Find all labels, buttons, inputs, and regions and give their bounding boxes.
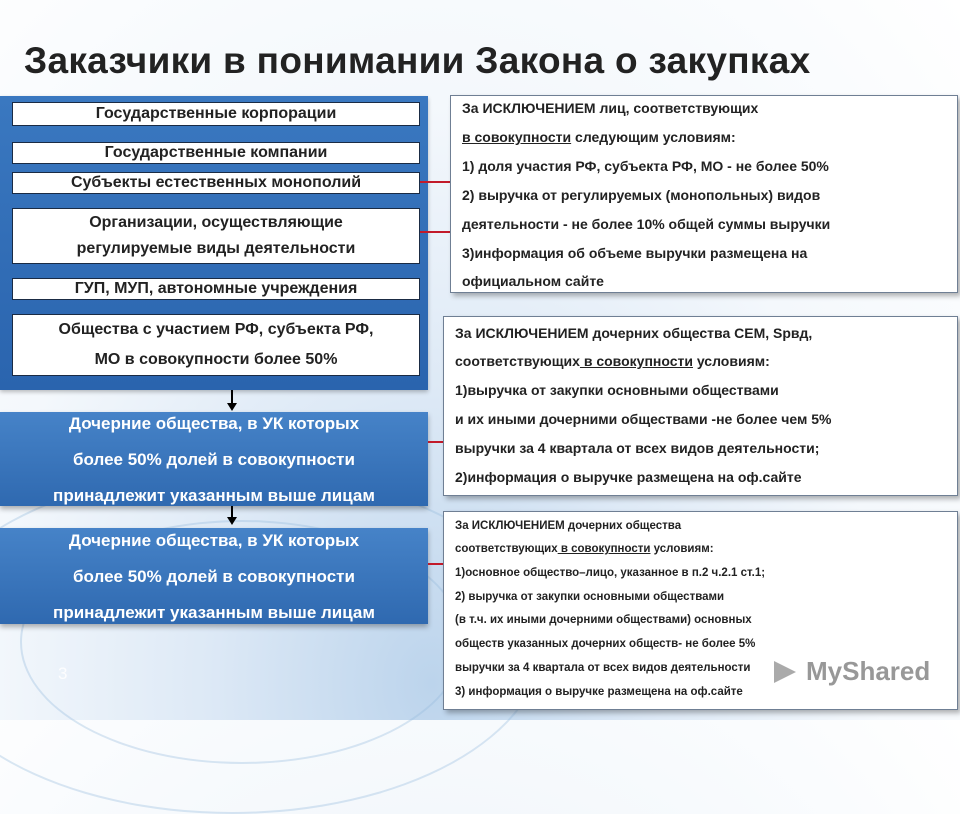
box3-line-5: (в т.ч. их иными дочерними обществами) основных xyxy=(455,614,752,626)
exception-box-1 xyxy=(450,95,958,293)
slide-number: 3 xyxy=(58,664,68,683)
subsidiary-1-line-1: Дочерние общества, в УК которых xyxy=(68,414,360,433)
watermark-text: MyShared xyxy=(806,656,931,686)
red-connector xyxy=(428,441,444,443)
box2-line-6: 2)информация о выручке размещена на оф.сайте xyxy=(455,469,802,485)
box1-line2-rest: следующим условиям: xyxy=(571,129,736,145)
box3-line-4: 2) выручка от закупки основными обществами xyxy=(455,591,725,603)
box1-line-4: 2) выручка от регулируемых (монопольных) видов xyxy=(462,187,821,203)
box2-line-1: За ИСКЛЮЧЕНИЕМ дочерних общества СЕМ, Sрвд, xyxy=(455,325,813,341)
box1-line-2 xyxy=(462,129,736,145)
subsidiary-2-line-3: принадлежит указанным выше лицам xyxy=(53,603,375,622)
box3-line-6: обществ указанных дочерних обществ- не более 5% xyxy=(455,638,756,650)
box2-line2-rest: условиям: xyxy=(692,353,770,369)
box3-line-2 xyxy=(455,543,714,555)
play-icon xyxy=(770,659,800,685)
item-state-companies: Государственные компании xyxy=(12,142,420,164)
item-state-corporations: Государственные корпорации xyxy=(12,102,420,126)
box2-line-3: 1)выручка от закупки основными обществами xyxy=(455,382,779,398)
org-line-1: Организации, осуществляющие xyxy=(89,214,343,231)
box3-underline: в совокупности xyxy=(557,543,651,555)
red-connector xyxy=(420,231,452,233)
box1-underline: в совокупности xyxy=(462,129,572,145)
box2-line2-pre: соответствующих xyxy=(455,353,580,369)
box2-underline: в совокупности xyxy=(579,353,693,369)
red-connector xyxy=(420,181,452,183)
exception-box-2 xyxy=(443,316,958,496)
box3-line-7: выручки за 4 квартала от всех видов деятельности xyxy=(455,662,751,674)
item-gup-mup: ГУП, МУП, автономные учреждения xyxy=(12,278,420,300)
red-connector xyxy=(428,563,444,565)
item-societies-rf xyxy=(12,314,420,376)
subsidiary-2-line-2: более 50% долей в совокупности xyxy=(73,567,355,586)
box3-line2-pre: соответствующих xyxy=(455,543,558,555)
box2-line-2 xyxy=(455,353,770,369)
subsidiary-1-line-2: более 50% долей в совокупности xyxy=(73,450,355,469)
box1-line-1: За ИСКЛЮЧЕНИЕМ лиц, соответствующих xyxy=(462,100,759,116)
box1-line-3: 1) доля участия РФ, субъекта РФ, МО - не более 50% xyxy=(462,158,829,174)
item-regulated-organizations xyxy=(12,208,420,264)
page-title: Заказчики в понимании Закона о закупках xyxy=(24,40,811,81)
arrow-down-icon xyxy=(227,517,237,525)
box1-line-6: 3)информация об объеме выручки размещена на xyxy=(462,245,808,261)
subsidiary-2-line-1: Дочерние общества, в УК которых xyxy=(68,531,360,550)
box1-line-5: деятельности - не более 10% общей суммы выручки xyxy=(462,216,831,232)
subsidiary-box-1 xyxy=(0,412,428,506)
box2-line-5: выручки за 4 квартала от всех видов деятельности; xyxy=(455,440,820,456)
soc-line-2: МО в совокупности более 50% xyxy=(94,351,338,368)
org-line-2: регулируемые виды деятельности xyxy=(76,240,356,257)
box3-line-8: 3) информация о выручке размещена на оф.сайте xyxy=(455,686,743,698)
subsidiary-1-line-3: принадлежит указанным выше лицам xyxy=(53,486,375,505)
item-natural-monopolies: Субъекты естественных монополий xyxy=(12,172,420,194)
box1-line-7: официальном сайте xyxy=(462,273,604,289)
subsidiary-box-2 xyxy=(0,528,428,624)
arrow-down-icon xyxy=(227,403,237,411)
box3-line-3: 1)основное общество–лицо, указанное в п.2 ч.2.1 ст.1; xyxy=(455,567,766,579)
box3-line2-rest: условиям: xyxy=(650,543,714,555)
box2-line-4: и их иными дочерними обществами -не более чем 5% xyxy=(455,411,832,427)
soc-line-1: Общества с участием РФ, субъекта РФ, xyxy=(58,321,374,338)
arrow-connector xyxy=(231,390,233,404)
watermark-logo xyxy=(770,656,930,687)
box3-line-1: За ИСКЛЮЧЕНИЕМ дочерних общества xyxy=(455,520,682,532)
